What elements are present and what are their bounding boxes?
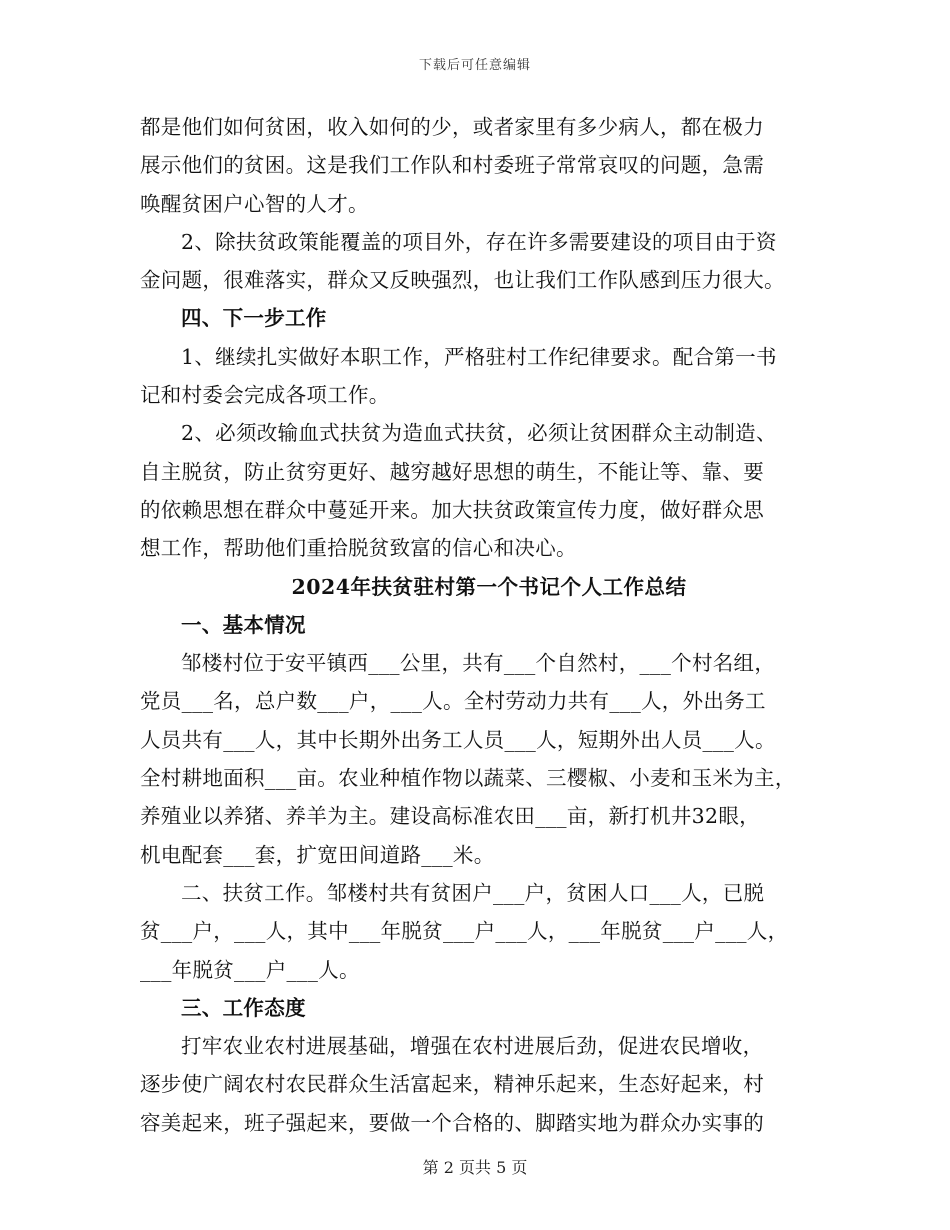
paragraph-line: 的依赖思想在群众中蔓延开来。加大扶贫政策宣传力度，做好群众思 bbox=[140, 497, 764, 522]
document-body bbox=[140, 108, 820, 1142]
paragraph-line: 2、除扶贫政策能覆盖的项目外，存在许多需要建设的项目由于资 bbox=[181, 229, 777, 254]
paragraph-line: 二、扶贫工作。邹楼村共有贫困户___户，贫困人口___人，已脱 bbox=[181, 880, 765, 905]
paragraph-line: 党员___名，总户数___户，___人。全村劳动力共有___人，外出务工 bbox=[140, 689, 766, 714]
page-footer: 第 2 页共 5 页 bbox=[422, 1158, 528, 1177]
section-heading: 一、基本情况 bbox=[181, 612, 306, 637]
paragraph-line: 金问题，很难落实，群众又反映强烈，也让我们工作队感到压力很大。 bbox=[140, 268, 785, 293]
paragraph-line: 全村耕地面积___亩。农业种植作物以蔬菜、三樱椒、小麦和玉米为主， bbox=[140, 766, 796, 791]
paragraph-line: 逐步使广阔农村农民群众生活富起来，精神乐起来，生态好起来，村 bbox=[140, 1072, 764, 1097]
paragraph-line: 2、必须改输血式扶贫为造血式扶贫，必须让贫困群众主动制造、 bbox=[181, 421, 777, 446]
paragraph-line: 想工作，帮助他们重拾脱贫致富的信心和决心。 bbox=[140, 536, 577, 561]
paragraph-line: 贫___户，___人，其中___年脱贫___户___人，___年脱贫___户___人， bbox=[140, 919, 789, 944]
paragraph-line: 容美起来，班子强起来，要做一个合格的、脚踏实地为群众办实事的 bbox=[140, 1110, 764, 1135]
paragraph-line: 邹楼村位于安平镇西___公里，共有___个自然村，___个村名组， bbox=[181, 651, 776, 676]
paragraph-line: 人员共有___人，其中长期外出务工人员___人，短期外出人员___人。 bbox=[140, 727, 776, 752]
paragraph-line: ___年脱贫___户___人。 bbox=[140, 957, 360, 982]
paragraph-line: 机电配套___套，扩宽田间道路___米。 bbox=[140, 842, 495, 867]
paragraph-line: 记和村委会完成各项工作。 bbox=[140, 383, 390, 408]
paragraph-line: 1、继续扎实做好本职工作，严格驻村工作纪律要求。配合第一书 bbox=[181, 344, 777, 369]
paragraph-line: 打牢农业农村进展基础，增强在农村进展后劲，促进农民增收， bbox=[181, 1034, 764, 1059]
paragraph-line: 展示他们的贫困。这是我们工作队和村委班子常常哀叹的问题，急需 bbox=[140, 153, 764, 178]
document-title: 2024年扶贫驻村第一个书记个人工作总结 bbox=[291, 574, 687, 599]
paragraph-line: 自主脱贫，防止贫穷更好、越穷越好思想的萌生，不能让等、靠、要 bbox=[140, 459, 764, 484]
paragraph-line: 养殖业以养猪、养羊为主。建设高标准农田___亩，新打机井32眼， bbox=[140, 804, 760, 829]
header-note: 下载后可任意编辑 bbox=[418, 58, 531, 73]
paragraph-line: 唤醒贫困户心智的人才。 bbox=[140, 191, 369, 216]
section-heading: 四、下一步工作 bbox=[181, 306, 327, 331]
paragraph-line: 都是他们如何贫困，收入如何的少，或者家里有多少病人，都在极力 bbox=[140, 115, 764, 139]
section-heading: 三、工作态度 bbox=[181, 995, 306, 1020]
